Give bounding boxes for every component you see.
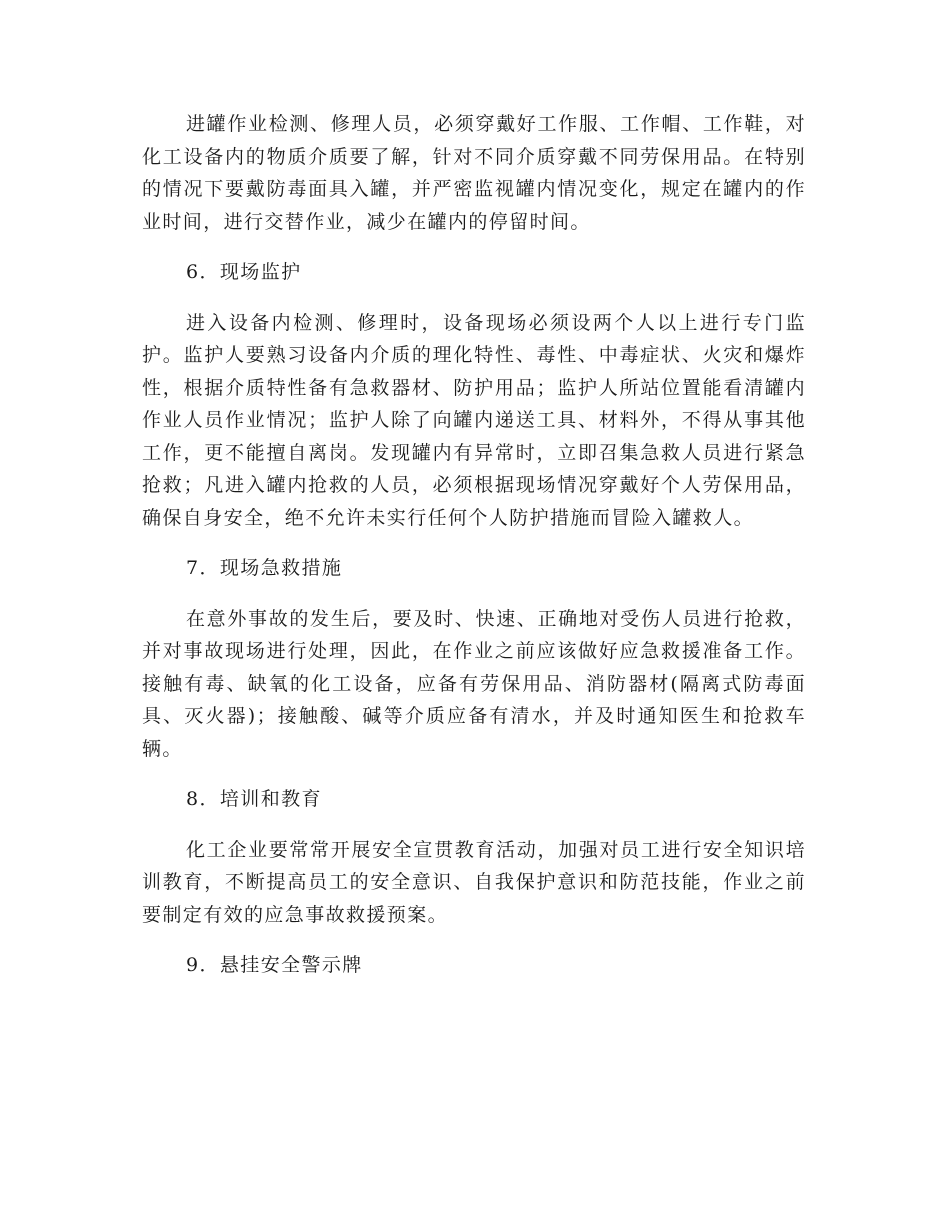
paragraph-emergency-measures: 在意外事故的发生后，要及时、快速、正确地对受伤人员进行抢救，并对事故现场进行处理，因此，在作业之前应该做好应急救援准备工作。接触有毒、缺氧的化工设备，应备有劳保用品、消防器材(隔离式防毒面具、灭火器)；接触酸、碱等介质应备有清水，并及时通知医生和抢救车辆。	[142, 607, 806, 760]
paragraph-training: 化工企业要常常开展安全宣贯教育活动，加强对员工进行安全知识培训教育，不断提高员工的安全意识、自我保护意识和防范技能，作业之前要制定有效的应急事故救援预案。	[142, 838, 806, 926]
section-heading-9: 9．悬挂安全警示牌	[186, 954, 363, 976]
section-heading-7: 7．现场急救措施	[186, 557, 343, 579]
paragraph-on-site-supervision: 进入设备内检测、修理时，设备现场必须设两个人以上进行专门监护。监护人要熟习设备内介质的理化特性、毒性、中毒症状、火灾和爆炸性，根据介质特性备有急救器材、防护用品；监护人所站位置能看清罐内作业人员作业情况；监护人除了向罐内递送工具、材料外，不得从事其他工作，更不能擅自离岗。发现罐内有异常时，立即召集急救人员进行紧急抢救；凡进入罐内抢救的人员，必须根据现场情况穿戴好个人劳保用品，确保自身安全，绝不允许未实行任何个人防护措施而冒险入罐救人。	[142, 311, 806, 529]
section-heading-6: 6．现场监护	[186, 261, 302, 283]
paragraph-entry-ppe: 进罐作业检测、修理人员，必须穿戴好工作服、工作帽、工作鞋，对化工设备内的物质介质要了解，针对不同介质穿戴不同劳保用品。在特别的情况下要戴防毒面具入罐，并严密监视罐内情况变化，规定在罐内的作业时间，进行交替作业，减少在罐内的停留时间。	[142, 113, 806, 233]
document-body	[142, 108, 806, 1000]
section-heading-8: 8．培训和教育	[186, 788, 322, 810]
